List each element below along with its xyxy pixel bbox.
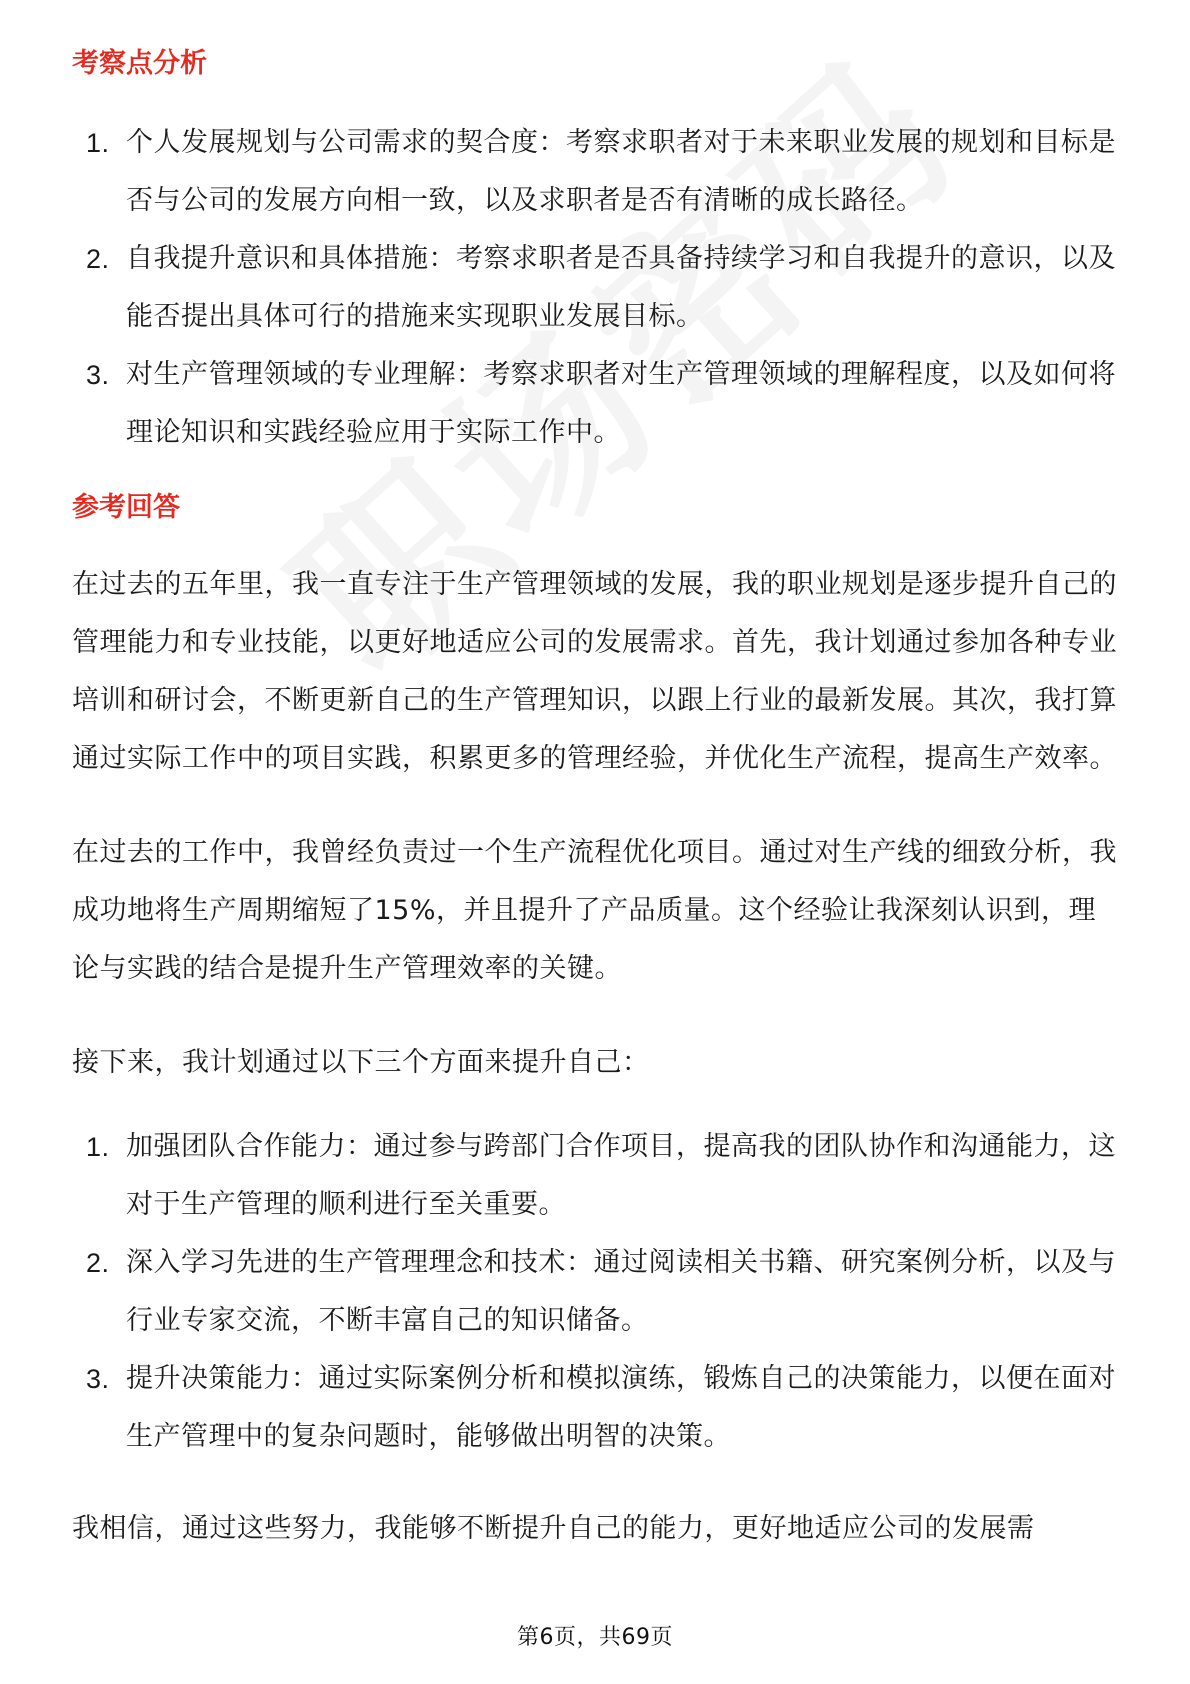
analysis-list xyxy=(72,114,1122,462)
list-item-text: 自我提升意识和具体措施：考察求职者是否具备持续学习和自我提升的意识，以及能否提出具体可行的措施来实现职业发展目标。 xyxy=(126,243,1116,332)
list-item-number: 3. xyxy=(86,1364,110,1394)
list-item xyxy=(72,114,1122,230)
section-title-analysis: 考察点分析 xyxy=(72,48,207,79)
list-item xyxy=(72,1234,1122,1350)
list-item-text: 深入学习先进的生产管理理念和技术：通过阅读相关书籍、研究案例分析，以及与行业专家交流，不断丰富自己的知识储备。 xyxy=(126,1247,1116,1336)
list-item-number: 1. xyxy=(86,1132,110,1162)
list-item-text: 对生产管理领域的专业理解：考察求职者对生产管理领域的理解程度，以及如何将理论知识和实践经验应用于实际工作中。 xyxy=(126,359,1116,448)
paragraph: 在过去的五年里，我一直专注于生产管理领域的发展，我的职业规划是逐步提升自己的管理能力和专业技能，以更好地适应公司的发展需求。首先，我计划通过参加各种专业培训和研讨会，不断更新自己的生产管理知识，以跟上行业的最新发展。其次，我打算通过实际工作中的项目实践，积累更多的管理经验，并优化生产流程，提高生产效率。 xyxy=(72,569,1117,774)
paragraph: 我相信，通过这些努力，我能够不断提升自己的能力，更好地适应公司的发展需 xyxy=(72,1513,1035,1544)
page-content xyxy=(72,44,1122,1558)
list-item-number: 1. xyxy=(86,128,110,158)
section-title-reference-answer: 参考回答 xyxy=(72,492,180,523)
list-item xyxy=(72,1350,1122,1466)
list-item xyxy=(72,346,1122,462)
list-item-text: 提升决策能力：通过实际案例分析和模拟演练，锻炼自己的决策能力，以便在面对生产管理中的复杂问题时，能够做出明智的决策。 xyxy=(126,1363,1116,1452)
list-item xyxy=(72,1118,1122,1234)
list-item-number: 3. xyxy=(86,360,110,390)
list-item xyxy=(72,230,1122,346)
list-item-number: 2. xyxy=(86,244,110,274)
paragraph: 在过去的工作中，我曾经负责过一个生产流程优化项目。通过对生产线的细致分析，我成功地将生产周期缩短了15%，并且提升了产品质量。这个经验让我深刻认识到，理论与实践的结合是提升生产管理效率的关键。 xyxy=(72,837,1117,984)
page-number: 第6页，共69页 xyxy=(517,1625,673,1650)
paragraph: 接下来，我计划通过以下三个方面来提升自己： xyxy=(72,1047,650,1078)
list-item-number: 2. xyxy=(86,1248,110,1278)
list-item-text: 个人发展规划与公司需求的契合度：考察求职者对于未来职业发展的规划和目标是否与公司的发展方向相一致，以及求职者是否有清晰的成长路径。 xyxy=(126,127,1116,216)
improvement-list xyxy=(72,1118,1122,1466)
list-item-text: 加强团队合作能力：通过参与跨部门合作项目，提高我的团队协作和沟通能力，这对于生产管理的顺利进行至关重要。 xyxy=(126,1131,1116,1220)
